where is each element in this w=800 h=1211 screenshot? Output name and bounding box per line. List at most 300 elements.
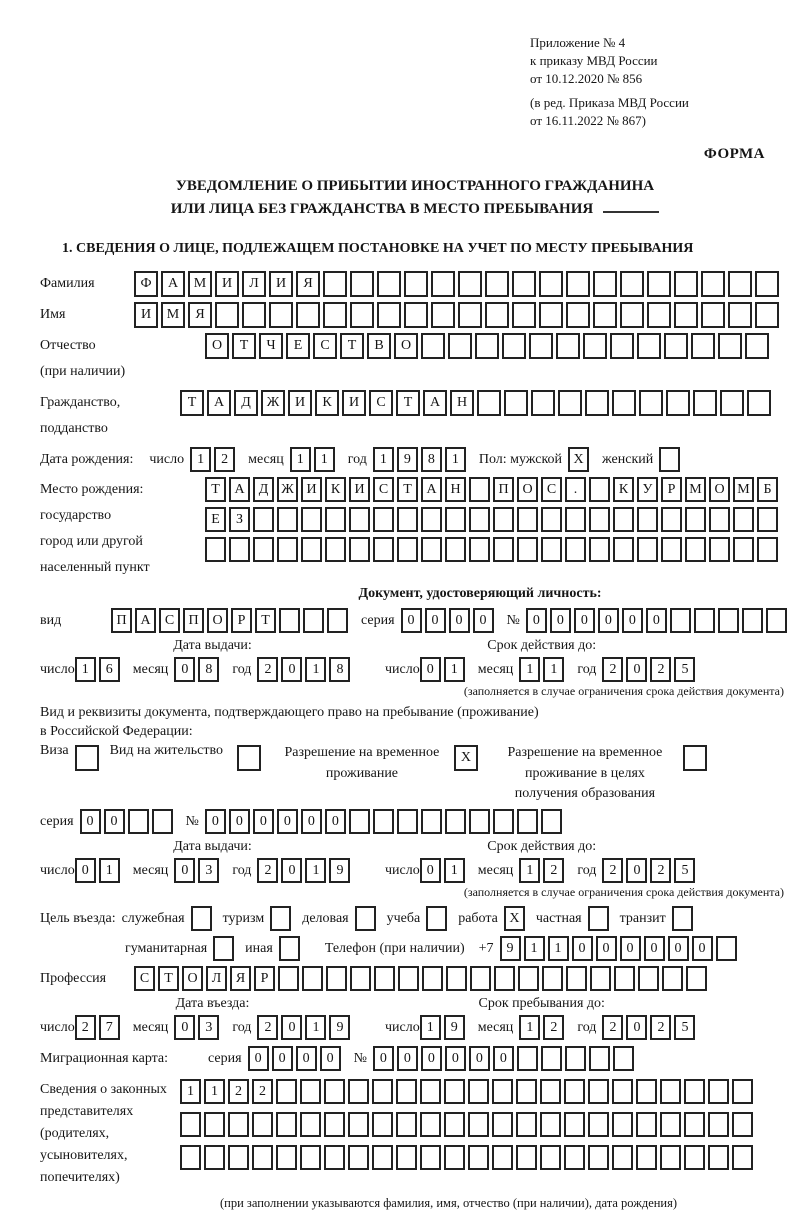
char-cell[interactable]: 0 [401,608,422,633]
char-cell[interactable] [279,608,300,633]
char-cell[interactable]: 0 [205,809,226,834]
char-cell[interactable] [237,745,261,771]
char-cell[interactable]: X [504,906,525,931]
char-cell[interactable]: 1 [548,936,569,961]
char-cell[interactable]: 0 [469,1046,490,1071]
char-cell[interactable]: 0 [626,657,647,682]
char-cell[interactable]: 0 [75,858,96,883]
char-cell[interactable] [732,1145,753,1170]
char-cell[interactable] [180,1112,201,1137]
char-cell[interactable]: 1 [190,447,211,472]
char-cell[interactable] [636,1145,657,1170]
char-cell[interactable]: 1 [444,657,465,682]
char-cell[interactable]: 0 [493,1046,514,1071]
char-cell[interactable] [666,390,690,416]
char-cell[interactable] [422,966,443,991]
char-cell[interactable] [718,608,739,633]
char-cell[interactable]: Т [180,390,204,416]
char-cell[interactable] [733,507,754,532]
char-cell[interactable]: 0 [174,1015,195,1040]
char-cell[interactable] [512,302,536,328]
char-cell[interactable] [301,507,322,532]
char-cell[interactable] [529,333,553,359]
char-cell[interactable]: С [369,390,393,416]
char-cell[interactable]: 5 [674,858,695,883]
char-cell[interactable] [684,1079,705,1104]
char-cell[interactable]: 0 [668,936,689,961]
char-cell[interactable] [612,1112,633,1137]
char-cell[interactable] [745,333,769,359]
char-cell[interactable] [252,1112,273,1137]
char-cell[interactable] [300,1145,321,1170]
char-cell[interactable]: Л [206,966,227,991]
char-cell[interactable]: 1 [444,858,465,883]
char-cell[interactable]: З [229,507,250,532]
char-cell[interactable] [540,1145,561,1170]
char-cell[interactable] [355,906,376,931]
char-cell[interactable] [647,302,671,328]
char-cell[interactable] [444,1112,465,1137]
char-cell[interactable]: 2 [650,858,671,883]
char-cell[interactable] [252,1145,273,1170]
char-cell[interactable] [709,537,730,562]
char-cell[interactable] [373,507,394,532]
char-cell[interactable]: У [637,477,658,502]
char-cell[interactable]: П [183,608,204,633]
char-cell[interactable]: 0 [80,809,101,834]
char-cell[interactable] [492,1112,513,1137]
char-cell[interactable] [660,1145,681,1170]
char-cell[interactable]: 2 [75,1015,96,1040]
char-cell[interactable]: О [182,966,203,991]
char-cell[interactable] [590,966,611,991]
char-cell[interactable]: 0 [550,608,571,633]
char-cell[interactable] [492,1079,513,1104]
char-cell[interactable] [565,537,586,562]
char-cell[interactable] [565,507,586,532]
char-cell[interactable] [152,809,173,834]
char-cell[interactable]: Ф [134,271,158,297]
char-cell[interactable] [556,333,580,359]
char-cell[interactable] [686,966,707,991]
char-cell[interactable] [661,537,682,562]
char-cell[interactable] [620,302,644,328]
char-cell[interactable] [566,966,587,991]
char-cell[interactable]: 1 [290,447,311,472]
char-cell[interactable] [564,1145,585,1170]
char-cell[interactable]: Л [242,271,266,297]
char-cell[interactable] [613,537,634,562]
char-cell[interactable] [647,271,671,297]
char-cell[interactable]: 0 [320,1046,341,1071]
char-cell[interactable]: 0 [420,858,441,883]
char-cell[interactable]: 0 [646,608,667,633]
char-cell[interactable] [475,333,499,359]
char-cell[interactable]: И [269,271,293,297]
char-cell[interactable] [539,302,563,328]
char-cell[interactable]: 0 [325,809,346,834]
char-cell[interactable] [531,390,555,416]
char-cell[interactable] [512,271,536,297]
char-cell[interactable]: 0 [248,1046,269,1071]
char-cell[interactable]: Я [296,271,320,297]
char-cell[interactable] [517,537,538,562]
char-cell[interactable] [718,333,742,359]
char-cell[interactable] [213,936,234,961]
char-cell[interactable]: 2 [602,657,623,682]
char-cell[interactable] [420,1145,441,1170]
char-cell[interactable] [742,608,763,633]
char-cell[interactable]: 9 [444,1015,465,1040]
char-cell[interactable] [420,1112,441,1137]
char-cell[interactable] [674,302,698,328]
char-cell[interactable] [205,537,226,562]
char-cell[interactable]: 0 [445,1046,466,1071]
char-cell[interactable] [398,966,419,991]
char-cell[interactable] [324,1145,345,1170]
char-cell[interactable] [564,1112,585,1137]
char-cell[interactable]: 0 [473,608,494,633]
char-cell[interactable] [396,1079,417,1104]
char-cell[interactable] [253,537,274,562]
char-cell[interactable]: 5 [674,657,695,682]
char-cell[interactable] [541,1046,562,1071]
char-cell[interactable]: Е [286,333,310,359]
char-cell[interactable] [613,507,634,532]
char-cell[interactable] [612,1145,633,1170]
char-cell[interactable]: С [159,608,180,633]
char-cell[interactable] [372,1079,393,1104]
char-cell[interactable] [716,936,737,961]
char-cell[interactable] [448,333,472,359]
char-cell[interactable] [659,447,680,472]
char-cell[interactable] [728,302,752,328]
char-cell[interactable]: П [493,477,514,502]
char-cell[interactable] [326,966,347,991]
char-cell[interactable] [325,507,346,532]
char-cell[interactable] [517,809,538,834]
char-cell[interactable]: 1 [305,858,326,883]
char-cell[interactable] [279,936,300,961]
char-cell[interactable] [694,608,715,633]
char-cell[interactable]: 0 [421,1046,442,1071]
char-cell[interactable]: О [207,608,228,633]
char-cell[interactable] [589,507,610,532]
char-cell[interactable] [494,966,515,991]
char-cell[interactable] [323,271,347,297]
char-cell[interactable]: 1 [519,1015,540,1040]
char-cell[interactable] [446,966,467,991]
char-cell[interactable] [517,507,538,532]
char-cell[interactable] [128,809,149,834]
char-cell[interactable]: 2 [257,657,278,682]
char-cell[interactable] [300,1112,321,1137]
char-cell[interactable]: 2 [257,1015,278,1040]
char-cell[interactable]: Т [340,333,364,359]
char-cell[interactable]: И [349,477,370,502]
char-cell[interactable] [636,1112,657,1137]
char-cell[interactable]: 3 [198,858,219,883]
char-cell[interactable]: 1 [524,936,545,961]
char-cell[interactable] [302,966,323,991]
char-cell[interactable]: Б [757,477,778,502]
char-cell[interactable] [215,302,239,328]
char-cell[interactable] [458,271,482,297]
char-cell[interactable]: 1 [305,1015,326,1040]
char-cell[interactable] [468,1112,489,1137]
char-cell[interactable] [732,1112,753,1137]
char-cell[interactable] [613,1046,634,1071]
char-cell[interactable] [325,537,346,562]
char-cell[interactable]: 0 [277,809,298,834]
char-cell[interactable] [670,608,691,633]
char-cell[interactable] [661,507,682,532]
char-cell[interactable] [542,966,563,991]
char-cell[interactable]: 2 [543,858,564,883]
char-cell[interactable] [324,1112,345,1137]
char-cell[interactable]: Н [450,390,474,416]
char-cell[interactable]: Р [231,608,252,633]
char-cell[interactable]: 0 [572,936,593,961]
char-cell[interactable]: 1 [519,858,540,883]
char-cell[interactable]: 0 [174,657,195,682]
char-cell[interactable]: И [288,390,312,416]
char-cell[interactable]: 0 [281,1015,302,1040]
char-cell[interactable] [468,1079,489,1104]
char-cell[interactable] [589,1046,610,1071]
char-cell[interactable] [691,333,715,359]
char-cell[interactable]: 0 [622,608,643,633]
char-cell[interactable]: 0 [626,858,647,883]
char-cell[interactable] [492,1145,513,1170]
char-cell[interactable]: А [421,477,442,502]
char-cell[interactable]: 1 [180,1079,201,1104]
char-cell[interactable] [278,966,299,991]
char-cell[interactable]: X [454,745,478,771]
char-cell[interactable] [348,1145,369,1170]
char-cell[interactable] [747,390,771,416]
char-cell[interactable]: 0 [692,936,713,961]
char-cell[interactable] [350,966,371,991]
char-cell[interactable] [701,302,725,328]
char-cell[interactable] [374,966,395,991]
char-cell[interactable]: 0 [397,1046,418,1071]
char-cell[interactable]: О [517,477,538,502]
char-cell[interactable] [485,271,509,297]
char-cell[interactable] [350,271,374,297]
char-cell[interactable]: 0 [281,858,302,883]
char-cell[interactable]: Ж [277,477,298,502]
char-cell[interactable] [565,1046,586,1071]
char-cell[interactable]: Я [188,302,212,328]
char-cell[interactable] [458,302,482,328]
char-cell[interactable] [469,537,490,562]
char-cell[interactable] [276,1112,297,1137]
char-cell[interactable] [638,966,659,991]
char-cell[interactable] [270,906,291,931]
char-cell[interactable]: Ч [259,333,283,359]
char-cell[interactable] [588,1112,609,1137]
char-cell[interactable]: К [613,477,634,502]
char-cell[interactable] [396,1145,417,1170]
char-cell[interactable]: 0 [174,858,195,883]
char-cell[interactable] [349,809,370,834]
char-cell[interactable]: М [161,302,185,328]
char-cell[interactable]: 9 [397,447,418,472]
char-cell[interactable]: 0 [526,608,547,633]
char-cell[interactable] [593,302,617,328]
char-cell[interactable] [674,271,698,297]
char-cell[interactable] [377,302,401,328]
char-cell[interactable]: Д [234,390,258,416]
char-cell[interactable] [701,271,725,297]
char-cell[interactable]: О [709,477,730,502]
char-cell[interactable] [468,1145,489,1170]
char-cell[interactable] [757,507,778,532]
char-cell[interactable]: А [207,390,231,416]
char-cell[interactable] [242,302,266,328]
char-cell[interactable] [253,507,274,532]
char-cell[interactable] [516,1079,537,1104]
char-cell[interactable] [421,537,442,562]
char-cell[interactable] [757,537,778,562]
char-cell[interactable]: И [301,477,322,502]
char-cell[interactable]: 1 [204,1079,225,1104]
char-cell[interactable] [191,906,212,931]
char-cell[interactable] [708,1145,729,1170]
char-cell[interactable] [558,390,582,416]
char-cell[interactable] [445,809,466,834]
char-cell[interactable]: 1 [519,657,540,682]
char-cell[interactable] [180,1145,201,1170]
char-cell[interactable]: М [733,477,754,502]
char-cell[interactable] [493,507,514,532]
char-cell[interactable]: К [315,390,339,416]
char-cell[interactable] [469,507,490,532]
char-cell[interactable]: Т [158,966,179,991]
char-cell[interactable] [683,745,707,771]
char-cell[interactable]: 0 [644,936,665,961]
char-cell[interactable]: 0 [420,657,441,682]
char-cell[interactable] [277,537,298,562]
char-cell[interactable] [755,271,779,297]
char-cell[interactable] [612,390,636,416]
char-cell[interactable] [349,507,370,532]
char-cell[interactable] [588,1079,609,1104]
char-cell[interactable] [373,809,394,834]
char-cell[interactable] [540,1112,561,1137]
char-cell[interactable]: Т [397,477,418,502]
char-cell[interactable]: А [423,390,447,416]
char-cell[interactable]: 1 [445,447,466,472]
char-cell[interactable] [420,1079,441,1104]
char-cell[interactable] [684,1145,705,1170]
char-cell[interactable] [709,507,730,532]
char-cell[interactable]: 0 [373,1046,394,1071]
char-cell[interactable]: О [205,333,229,359]
char-cell[interactable] [637,537,658,562]
char-cell[interactable]: Я [230,966,251,991]
char-cell[interactable] [504,390,528,416]
char-cell[interactable] [685,507,706,532]
char-cell[interactable]: 0 [301,809,322,834]
char-cell[interactable]: 9 [329,858,350,883]
char-cell[interactable] [733,537,754,562]
char-cell[interactable] [373,537,394,562]
char-cell[interactable] [421,809,442,834]
char-cell[interactable]: 0 [598,608,619,633]
char-cell[interactable] [502,333,526,359]
char-cell[interactable]: 7 [99,1015,120,1040]
char-cell[interactable]: Е [205,507,226,532]
char-cell[interactable] [637,507,658,532]
char-cell[interactable] [732,1079,753,1104]
char-cell[interactable] [693,390,717,416]
char-cell[interactable]: 1 [75,657,96,682]
char-cell[interactable]: 0 [626,1015,647,1040]
char-cell[interactable] [728,271,752,297]
char-cell[interactable] [540,1079,561,1104]
char-cell[interactable] [539,271,563,297]
char-cell[interactable]: А [161,271,185,297]
char-cell[interactable] [397,537,418,562]
char-cell[interactable]: 0 [620,936,641,961]
char-cell[interactable] [662,966,683,991]
char-cell[interactable] [708,1112,729,1137]
char-cell[interactable] [610,333,634,359]
char-cell[interactable]: 6 [99,657,120,682]
char-cell[interactable]: 1 [99,858,120,883]
char-cell[interactable]: С [134,966,155,991]
char-cell[interactable]: Д [253,477,274,502]
char-cell[interactable] [516,1145,537,1170]
char-cell[interactable] [493,537,514,562]
char-cell[interactable]: 0 [104,809,125,834]
char-cell[interactable] [470,966,491,991]
char-cell[interactable] [755,302,779,328]
char-cell[interactable] [348,1112,369,1137]
char-cell[interactable] [277,507,298,532]
char-cell[interactable] [614,966,635,991]
char-cell[interactable] [708,1079,729,1104]
char-cell[interactable]: Н [445,477,466,502]
char-cell[interactable] [445,507,466,532]
char-cell[interactable]: Т [255,608,276,633]
char-cell[interactable] [404,271,428,297]
char-cell[interactable]: М [685,477,706,502]
char-cell[interactable]: 0 [281,657,302,682]
char-cell[interactable] [397,809,418,834]
char-cell[interactable] [685,537,706,562]
char-cell[interactable]: 2 [214,447,235,472]
char-cell[interactable]: Ж [261,390,285,416]
char-cell[interactable] [585,390,609,416]
char-cell[interactable] [660,1112,681,1137]
char-cell[interactable] [541,537,562,562]
char-cell[interactable]: А [229,477,250,502]
char-cell[interactable]: С [313,333,337,359]
char-cell[interactable]: Т [232,333,256,359]
char-cell[interactable] [303,608,324,633]
char-cell[interactable] [589,537,610,562]
char-cell[interactable]: 1 [314,447,335,472]
char-cell[interactable] [397,507,418,532]
char-cell[interactable]: 0 [425,608,446,633]
char-cell[interactable]: 8 [329,657,350,682]
char-cell[interactable] [431,302,455,328]
char-cell[interactable] [469,809,490,834]
char-cell[interactable] [229,537,250,562]
